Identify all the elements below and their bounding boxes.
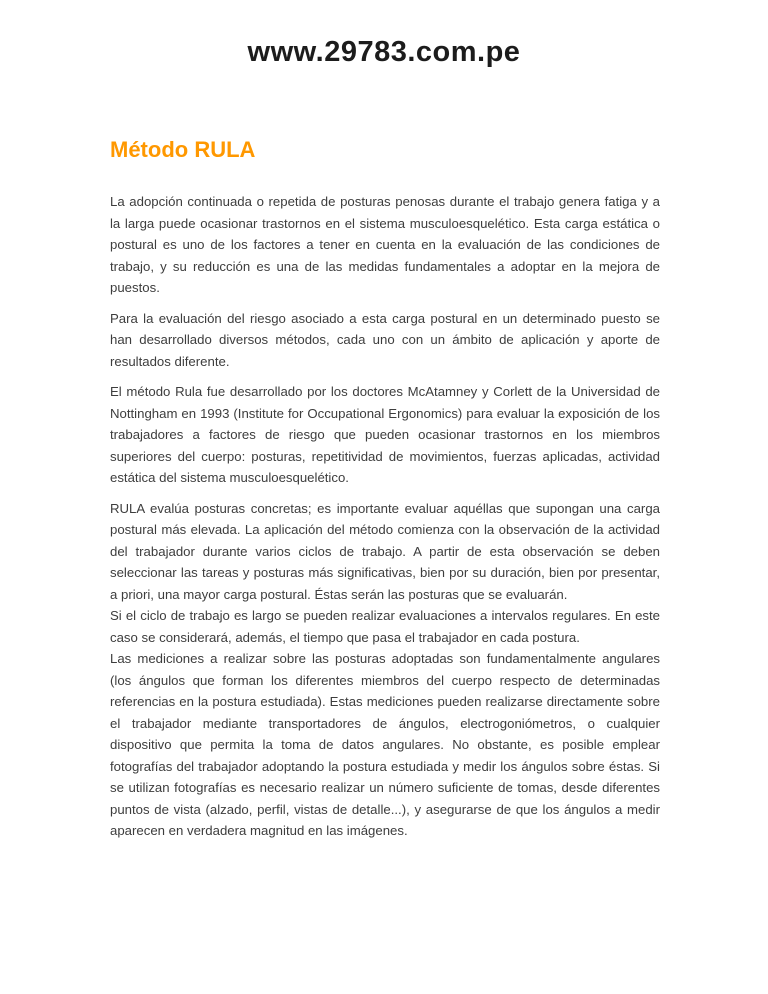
paragraph-rula-concrete-postures: RULA evalúa posturas concretas; es importante evaluar aquéllas que supongan una carga postural más elevada. La aplicación del método comienza con la observación de la actividad del trabajador durante varios ciclos de trabajo. A partir de esta observación se deben seleccionar las tareas y posturas más significativas, bien por su duración, bien por presentar, a priori, una mayor carga postural. Éstas serán las posturas que se evaluarán. [110,500,660,602]
paragraph-angular-measurements: Las mediciones a realizar sobre las posturas adoptadas son fundamentalmente angulares (los ángulos que forman los diferentes miembros del cuerpo respecto de determinadas referencias en la postura estudiada). Estas mediciones pueden realizarse directamente sobre el trabajador mediante transportadores de ángulos, electrogoniómetros, o cualquier dispositivo que permita la toma de datos angulares. No obstante, es posible emplear fotografías del trabajador adoptando la postura estudiada y medir los ángulos sobre éstas. Si se utilizan fotografías es necesario realizar un número suficiente de tomas, desde diferentes puntos de vista (alzado, perfil, vistas de detalle...), y asegurarse de que los ángulos a medir aparecen en verdadera magnitud en las imágenes. [110,651,660,838]
paragraph-rula-origin: El método Rula fue desarrollado por los doctores McAtamney y Corlett de la Universidad de Nottingham en 1993 (Institute for Occupational Ergonomics) para evaluar la exposición de los trabajadores a factores de riesgo que pueden ocasionar trastornos en los miembros superiores del cuerpo: posturas, repetitividad de movimientos, fuerzas aplicadas, actividad estática del sistema musculoesquelético. [110,384,660,485]
document-content [108,137,660,842]
paragraph-long-work-cycle: Si el ciclo de trabajo es largo se pueden realizar evaluaciones a intervalos regulares. En este caso se considerará, además, el tiempo que pasa el trabajador en cada postura. [110,608,660,645]
document-heading: Método RULA [110,137,256,162]
site-url-text: www.29783.com.pe [247,36,521,68]
paragraph-risk-evaluation-methods: Para la evaluación del riesgo asociado a esta carga postural en un determinado puesto se han desarrollado diversos métodos, cada uno con un ámbito de aplicación y aporte de resultados diferente. [110,310,660,369]
paragraph-intro-posture-fatigue: La adopción continuada o repetida de posturas penosas durante el trabajo genera fatiga y a la larga puede ocasionar trastornos en el sistema musculoesquelético. Esta carga estática o postural es uno de los factores a tener en cuenta en la evaluación de las condiciones de trabajo, y su reducción es una de las medidas fundamentales a adoptar en la mejora de puestos. [110,194,660,295]
site-header [0,0,768,69]
